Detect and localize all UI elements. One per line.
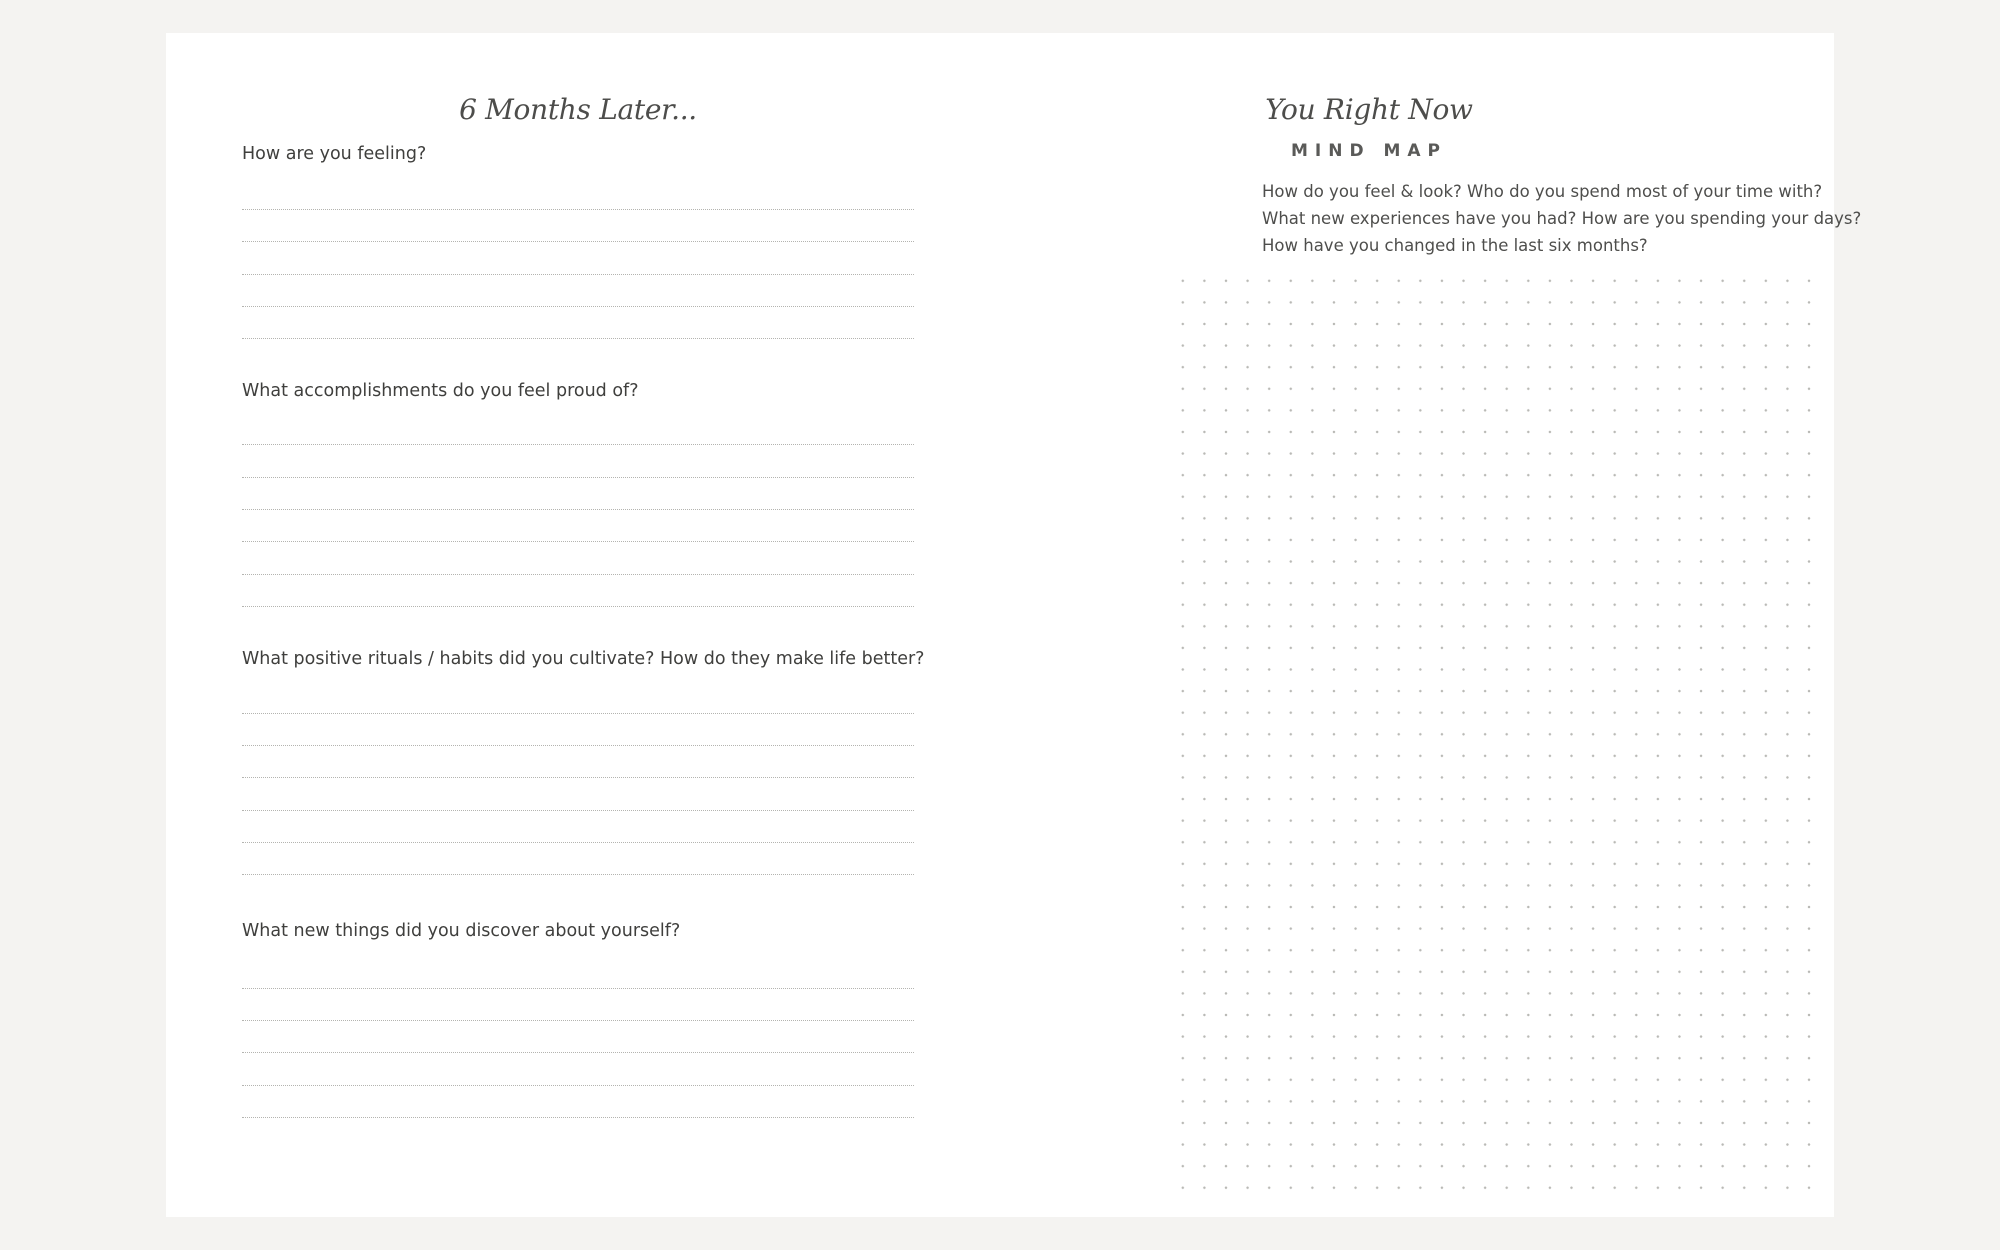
writing-line[interactable]	[242, 1117, 914, 1118]
writing-line[interactable]	[242, 241, 914, 242]
prompt-line: What new experiences have you had? How are you spending your days?	[1262, 209, 1862, 228]
writing-line[interactable]	[242, 988, 914, 989]
writing-line[interactable]	[242, 713, 914, 714]
writing-line[interactable]	[242, 1085, 914, 1086]
prompt-line: How do you feel & look? Who do you spend most of your time with?	[1262, 182, 1823, 201]
writing-line[interactable]	[242, 574, 914, 575]
writing-line[interactable]	[242, 842, 914, 843]
question-feeling: How are you feeling?	[242, 144, 427, 164]
writing-line[interactable]	[242, 810, 914, 811]
writing-line[interactable]	[242, 777, 914, 778]
question-rituals-habits: What positive rituals / habits did you cultivate? How do they make life better?	[242, 649, 925, 669]
writing-line[interactable]	[242, 1020, 914, 1021]
left-page-title: 6 Months Later...	[459, 93, 697, 126]
writing-line[interactable]	[242, 606, 914, 607]
writing-line[interactable]	[242, 1052, 914, 1053]
prompt-line: How have you changed in the last six months?	[1262, 236, 1648, 255]
right-page-title: You Right Now	[1265, 93, 1473, 126]
writing-line[interactable]	[242, 274, 914, 275]
question-accomplishments: What accomplishments do you feel proud of?	[242, 381, 639, 401]
dot-grid-area[interactable]	[1172, 270, 1824, 1198]
left-page	[166, 33, 1000, 1217]
writing-line[interactable]	[242, 509, 914, 510]
writing-line[interactable]	[242, 306, 914, 307]
writing-line[interactable]	[242, 541, 914, 542]
writing-line[interactable]	[242, 209, 914, 210]
journal-spread	[166, 33, 1862, 1217]
right-page	[1000, 33, 1862, 1217]
writing-line[interactable]	[242, 444, 914, 445]
writing-line[interactable]	[242, 338, 914, 339]
question-discoveries: What new things did you discover about yourself?	[242, 921, 681, 941]
mind-map-heading: MIND MAP	[1290, 141, 1448, 161]
writing-line[interactable]	[242, 745, 914, 746]
writing-line[interactable]	[242, 874, 914, 875]
writing-line[interactable]	[242, 477, 914, 478]
mind-map-prompts	[1262, 178, 1862, 259]
